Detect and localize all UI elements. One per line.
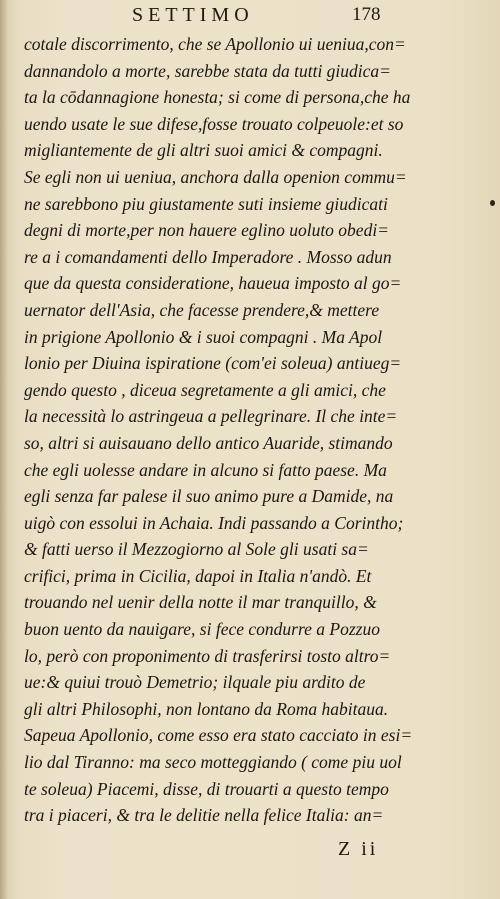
text-line: la necessità lo astringeua a pellegrinare. Il che inte= bbox=[24, 406, 398, 427]
text-line: uigò con essolui in Achaia. Indi passando a Corintho; bbox=[24, 512, 404, 533]
text-line: Se egli non ui ueniua, anchora dalla openion commu= bbox=[24, 166, 407, 187]
text-line: che egli uolesse andare in alcuno si fatto paese. Ma bbox=[24, 459, 387, 480]
text-line: lo, però con proponimento di trasferirsi tosto altro= bbox=[24, 645, 391, 666]
body-text bbox=[24, 31, 464, 829]
text-line: lonio per Diuina ispiratione (com'ei soleua) antiueg= bbox=[24, 353, 402, 374]
text-line: gendo questo , diceua segretamente a gli amici, che bbox=[24, 379, 386, 400]
text-line: trouando nel uenir della notte il mar tranquillo, & bbox=[24, 592, 377, 613]
text-line: in prigione Apollonio & i suoi compagni . Ma Apol bbox=[24, 326, 383, 347]
text-line: crifici, prima in Cicilia, dapoi in Italia n'andò. Et bbox=[24, 565, 372, 586]
text-line: ta la cōdannagione honesta; si come di persona,che ha bbox=[24, 87, 411, 108]
text-line: tra i piaceri, & tra le delitie nella felice Italia: an= bbox=[24, 805, 384, 826]
text-line: dannandolo a morte, sarebbe stata da tutti giudica= bbox=[24, 60, 391, 81]
page-header bbox=[0, 4, 500, 28]
text-line: ue:& quiui trouò Demetrio; ilquale piu ardito de bbox=[24, 672, 366, 693]
text-line: so, altri si auisauano dello antico Auaride, stimando bbox=[24, 432, 393, 453]
text-line: egli senza far palese il suo animo pure a Damide, na bbox=[24, 486, 394, 507]
text-line: uernator dell'Asia, che facesse prendere,& mettere bbox=[24, 299, 380, 320]
signature-mark: Z ii bbox=[338, 838, 379, 860]
text-line: migliantemente de gli altri suoi amici & compagni. bbox=[24, 140, 383, 161]
text-line: buon uento da nauigare, si fece condurre a Pozzuo bbox=[24, 619, 380, 640]
running-title: SETTIMO bbox=[132, 4, 254, 26]
text-line: & fatti uerso il Mezzogiorno al Sole gli usati sa= bbox=[24, 539, 369, 560]
text-line: cotale discorrimento, che se Apollonio ui ueniua,con= bbox=[24, 34, 406, 54]
text-line: Sapeua Apollonio, come esso era stato cacciato in esi= bbox=[24, 725, 413, 746]
text-line: te soleua) Piacemi, disse, di trouarti a questo tempo bbox=[24, 778, 389, 799]
text-line: degni di morte,per non hauere eglino uoluto obedi= bbox=[24, 220, 389, 241]
text-line: uendo usate le sue difese,fosse trouato colpeuole:et so bbox=[24, 113, 404, 134]
text-line: lio dal Tiranno: ma seco motteggiando ( come piu uol bbox=[24, 752, 402, 773]
page-number: 178 bbox=[352, 4, 381, 25]
text-line: ne sarebbono piu giustamente suti insieme giudicati bbox=[24, 193, 388, 214]
spine-shadow bbox=[0, 0, 8, 899]
text-line: gli altri Philosophi, non lontano da Roma habitaua. bbox=[24, 698, 389, 719]
text-line: re a i comandamenti dello Imperadore . Mosso adun bbox=[24, 246, 392, 267]
text-line: que da questa consideratione, haueua imposto al go= bbox=[24, 273, 402, 294]
ink-mark bbox=[490, 200, 495, 206]
